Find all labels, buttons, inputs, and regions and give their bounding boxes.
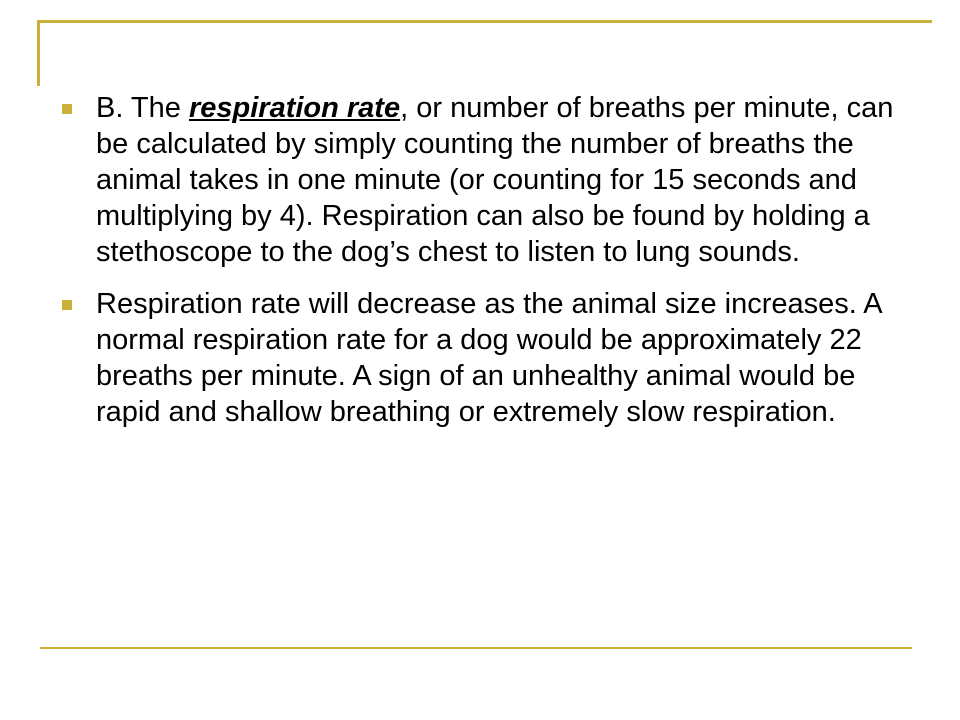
left-rule <box>37 20 40 86</box>
bullet-item-1 <box>62 90 902 270</box>
bottom-rule <box>40 647 912 649</box>
bullet-text-1 <box>96 90 902 270</box>
bullet-item-2 <box>62 286 902 430</box>
slide-content <box>62 90 902 446</box>
square-bullet-icon <box>62 104 72 114</box>
top-rule <box>40 20 932 23</box>
bullet-prefix: B. The <box>96 92 189 124</box>
square-bullet-icon <box>62 300 72 310</box>
bullet-text-2: Respiration rate will decrease as the animal size increases. A normal respiration rate for a dog would be approximately 22 breaths per minute. A sign of an unhealthy animal would be rapid and shallow breathing or extremely slow respiration. <box>96 288 881 428</box>
bullet-suffix: , or number of breaths per minute, can be calculated by simply counting the number of breaths the animal takes in one minute (or counting for 15 seconds and multiplying by 4). Respiration can also be found by holding a stethoscope to the dog’s chest to listen to lung sounds. <box>96 92 894 268</box>
key-term: respiration rate <box>188 92 401 124</box>
